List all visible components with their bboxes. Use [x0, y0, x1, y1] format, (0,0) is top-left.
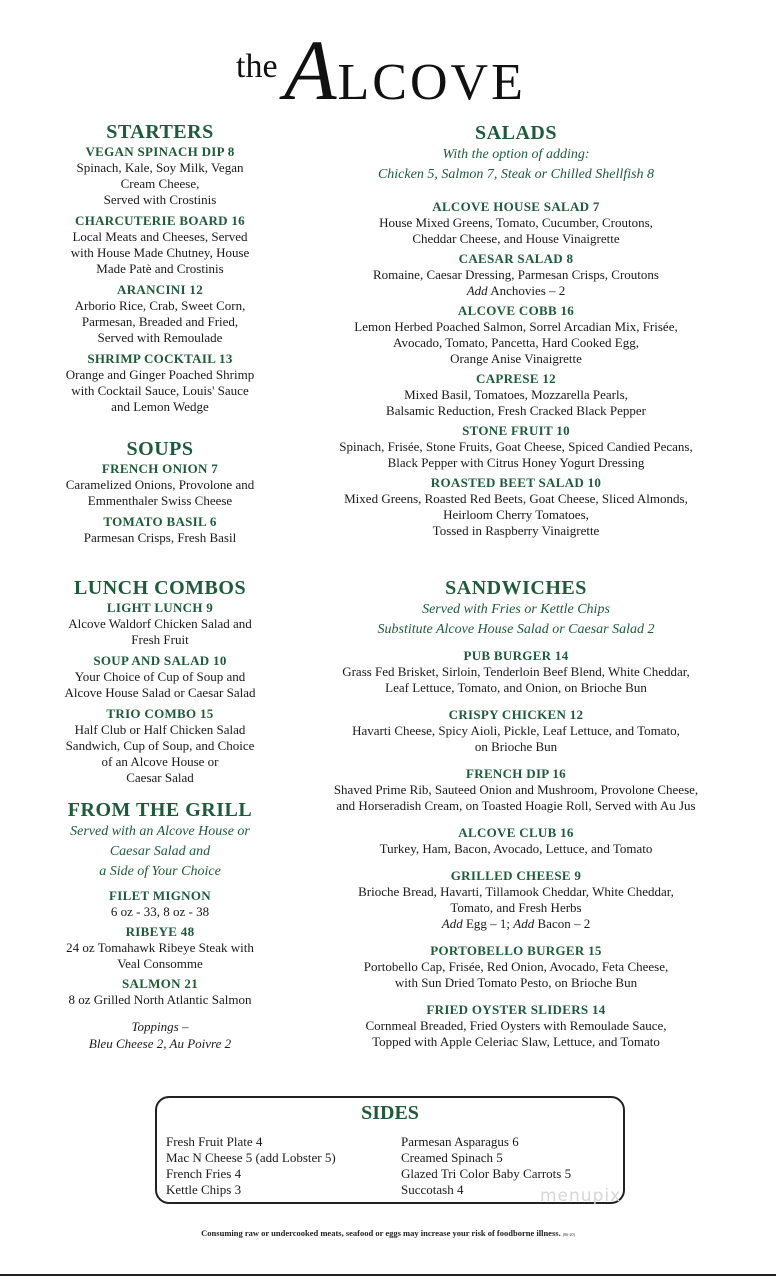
menu-item: [20, 282, 300, 346]
starters-section: [20, 120, 300, 415]
item-description: Lemon Herbed Poached Salmon, Sorrel Arcadian Mix, Frisée,: [354, 319, 678, 334]
section-subtitle: [296, 145, 736, 185]
menu-item: [296, 303, 736, 367]
item-description: Caesar Salad: [126, 770, 194, 785]
item-description: 6 oz - 33, 8 oz - 38: [110, 904, 210, 919]
side-item: Succotash 4: [401, 1182, 464, 1197]
subtitle-line: Served with Fries or Kettle Chips: [422, 602, 610, 617]
menu-item: [296, 707, 736, 755]
item-name: FRENCH ONION 7: [101, 461, 219, 476]
item-description: Shaved Prime Rib, Sauteed Onion and Mushroom, Provolone Cheese,: [333, 782, 699, 797]
item-description: Grass Fed Brisket, Sirloin, Tenderloin Beef Blend, White Cheddar,: [342, 664, 690, 679]
side-item: Parmesan Asparagus 6: [401, 1134, 519, 1149]
menu-item: [296, 648, 736, 696]
section-title: FROM THE GRILL: [67, 799, 253, 821]
item-name: ROASTED BEET SALAD 10: [430, 475, 602, 490]
item-description: of an Alcove House or: [101, 754, 219, 769]
add-text: Egg – 1;: [462, 916, 514, 931]
side-item: Glazed Tri Color Baby Carrots 5: [401, 1166, 572, 1181]
menu-item: [296, 251, 736, 299]
section-title: LUNCH COMBOS: [73, 577, 247, 599]
menu-item: [20, 976, 300, 1008]
item-description: and Horseradish Cream, on Toasted Hoagie Roll, Served with Au Jus: [336, 798, 696, 813]
item-description: Served with Remoulade: [97, 330, 223, 345]
item-description: Havarti Cheese, Spicy Aioli, Pickle, Leaf Lettuce, and Tomato,: [352, 723, 680, 738]
item-name: PORTOBELLO BURGER 15: [430, 943, 602, 958]
item-description: Mixed Greens, Roasted Red Beets, Goat Cheese, Sliced Almonds,: [344, 491, 688, 506]
item-description: Orange Anise Vinaigrette: [450, 351, 582, 366]
menu-item: [296, 199, 736, 247]
menu-item: [296, 1002, 736, 1050]
sides-title: SIDES: [361, 1102, 419, 1124]
item-description: Emmenthaler Swiss Cheese: [87, 493, 233, 508]
item-description: Parmesan, Breaded and Fried,: [81, 314, 239, 329]
section-title: STARTERS: [106, 121, 214, 143]
starters-items: [20, 144, 300, 415]
grill-items: [20, 888, 300, 1008]
item-description: Served with Crostinis: [103, 192, 217, 207]
subtitle-line: Served with an Alcove House or: [70, 824, 250, 839]
item-description: Local Meats and Cheeses, Served: [72, 229, 248, 244]
warning-text: Consuming raw or undercooked meats, seafood or eggs may increase your risk of foodborne illness.: [201, 1228, 561, 1238]
item-name: CAESAR SALAD 8: [458, 251, 574, 266]
item-name: VEGAN SPINACH DIP 8: [85, 144, 235, 159]
item-description: Mixed Basil, Tomatoes, Mozzarella Pearls,: [404, 387, 628, 402]
salads-section: [296, 121, 736, 539]
item-description: Veal Consomme: [117, 956, 203, 971]
side-item: Mac N Cheese 5 (add Lobster 5): [166, 1150, 336, 1165]
item-description: 8 oz Grilled North Atlantic Salmon: [68, 992, 252, 1007]
sandwiches-section: [296, 576, 736, 1050]
item-name: STONE FRUIT 10: [462, 423, 570, 438]
menu-item: [296, 943, 736, 991]
item-name: FRENCH DIP 16: [466, 766, 566, 781]
item-description: Arborio Rice, Crab, Sweet Corn,: [74, 298, 246, 313]
item-name: ALCOVE CLUB 16: [458, 825, 574, 840]
foodborne-warning: [0, 1228, 776, 1238]
menu-item: [296, 475, 736, 539]
item-name: CRISPY CHICKEN 12: [448, 707, 584, 722]
logo-initial: A: [284, 22, 338, 118]
soups-items: [20, 461, 300, 546]
bottom-rule: [0, 1274, 776, 1276]
item-description: Spinach, Frisée, Stone Fruits, Goat Cheese, Spiced Candied Pecans,: [339, 439, 693, 454]
item-description: Brioche Bread, Havarti, Tillamook Cheddar, White Cheddar,: [358, 884, 674, 899]
item-description: House Mixed Greens, Tomato, Cucumber, Croutons,: [379, 215, 653, 230]
item-addon: [296, 916, 736, 932]
restaurant-logo: [0, 18, 776, 118]
watermark: menupix: [540, 1186, 622, 1206]
subtitle-line: Chicken 5, Salmon 7, Steak or Chilled Shellfish 8: [377, 167, 655, 182]
add-label: Add: [513, 916, 535, 931]
item-description: with House Made Chutney, House: [70, 245, 250, 260]
section-title: SOUPS: [126, 438, 194, 460]
item-name: LIGHT LUNCH 9: [106, 600, 214, 615]
item-description: Portobello Cap, Frisée, Red Onion, Avocado, Feta Cheese,: [363, 959, 669, 974]
item-addon: [296, 283, 736, 299]
salads-items: [296, 199, 736, 539]
side-item: Creamed Spinach 5: [401, 1150, 503, 1165]
section-title: SALADS: [475, 122, 557, 144]
menu-item: [296, 766, 736, 814]
menu-item: [20, 461, 300, 509]
item-description: Heirloom Cherry Tomatoes,: [443, 507, 589, 522]
item-name: RIBEYE 48: [125, 924, 195, 939]
soups-section: [20, 437, 300, 546]
item-description: with Sun Dried Tomato Pesto, on Brioche Bun: [394, 975, 638, 990]
item-name: SALMON 21: [121, 976, 198, 991]
subtitle-line: a Side of Your Choice: [99, 864, 221, 879]
menu-item: [20, 213, 300, 277]
logo-the: the: [236, 48, 278, 85]
toppings-note: [20, 1018, 300, 1052]
menu-item: [20, 924, 300, 972]
menu-item: [296, 868, 736, 932]
add-label: Add: [466, 283, 488, 298]
item-name: CHARCUTERIE BOARD 16: [75, 213, 245, 228]
subtitle-line: Caesar Salad and: [109, 844, 211, 859]
lunch-items: [20, 600, 300, 786]
logo-name: [284, 22, 526, 118]
menu-item: [20, 706, 300, 786]
item-description: Topped with Apple Celeriac Slaw, Lettuce, and Tomato: [372, 1034, 660, 1049]
warning-code: (06-20): [562, 1232, 575, 1237]
item-description: Orange and Ginger Poached Shrimp: [65, 367, 255, 382]
grill-section: [20, 798, 300, 1052]
item-description: Romaine, Caesar Dressing, Parmesan Crisps, Croutons: [373, 267, 659, 282]
menu-item: [20, 600, 300, 648]
logo-rest: LCOVE: [337, 54, 526, 111]
item-description: Tomato, and Fresh Herbs: [450, 900, 582, 915]
item-description: on Brioche Bun: [474, 739, 558, 754]
item-description: Your Choice of Cup of Soup and: [74, 669, 246, 684]
item-name: CAPRESE 12: [476, 371, 556, 386]
item-description: Leaf Lettuce, Tomato, and Onion, on Brioche Bun: [385, 680, 647, 695]
item-description: Cheddar Cheese, and House Vinaigrette: [412, 231, 620, 246]
add-text: Bacon – 2: [534, 916, 591, 931]
sides-left-column: [166, 1134, 336, 1198]
item-description: Half Club or Half Chicken Salad: [74, 722, 246, 737]
item-name: SOUP AND SALAD 10: [93, 653, 227, 668]
menu-item: [296, 371, 736, 419]
item-name: FRIED OYSTER SLIDERS 14: [426, 1002, 606, 1017]
item-description: Alcove Waldorf Chicken Salad and: [68, 616, 252, 631]
item-description: Caramelized Onions, Provolone and: [65, 477, 255, 492]
side-item: Fresh Fruit Plate 4: [166, 1134, 263, 1149]
menu-item: [20, 351, 300, 415]
menu-item: [20, 144, 300, 208]
item-name: TRIO COMBO 15: [106, 706, 214, 721]
item-name: SHRIMP COCKTAIL 13: [87, 351, 233, 366]
item-name: FILET MIGNON: [109, 888, 211, 903]
item-description: Cream Cheese,: [120, 176, 200, 191]
menu-item: [20, 888, 300, 920]
lunch-combos-section: [20, 576, 300, 786]
item-description: Balsamic Reduction, Fresh Cracked Black Pepper: [386, 403, 646, 418]
item-description: with Cocktail Sauce, Louis' Sauce: [71, 383, 249, 398]
add-label: Add: [441, 916, 463, 931]
item-description: Spinach, Kale, Soy Milk, Vegan: [76, 160, 244, 175]
item-description: Cornmeal Breaded, Fried Oysters with Remoulade Sauce,: [365, 1018, 667, 1033]
item-description: Black Pepper with Citrus Honey Yogurt Dressing: [387, 455, 645, 470]
item-name: PUB BURGER 14: [463, 648, 569, 663]
section-title: SANDWICHES: [445, 577, 587, 599]
add-text: Anchovies – 2: [487, 283, 566, 298]
toppings-line: Bleu Cheese 2, Au Poivre 2: [88, 1036, 232, 1051]
item-description: and Lemon Wedge: [111, 399, 209, 414]
item-description: Sandwich, Cup of Soup, and Choice: [65, 738, 255, 753]
item-description: Alcove House Salad or Caesar Salad: [64, 685, 256, 700]
sandwiches-items: [296, 648, 736, 1050]
item-description: Tossed in Raspberry Vinaigrette: [432, 523, 600, 538]
section-subtitle: [20, 822, 300, 882]
side-item: Kettle Chips 3: [166, 1182, 242, 1197]
item-name: ALCOVE COBB 16: [457, 303, 575, 318]
item-name: ALCOVE HOUSE SALAD 7: [432, 199, 600, 214]
menu-item: [296, 423, 736, 471]
item-description: Fresh Fruit: [131, 632, 189, 647]
item-name: GRILLED CHEESE 9: [450, 868, 582, 883]
menu-item: [20, 514, 300, 546]
menu-item: [20, 653, 300, 701]
side-item: French Fries 4: [166, 1166, 242, 1181]
item-description: Made Patè and Crostinis: [96, 261, 224, 276]
section-subtitle: [296, 600, 736, 640]
item-description: Parmesan Crisps, Fresh Basil: [83, 530, 237, 545]
subtitle-line: Substitute Alcove House Salad or Caesar Salad 2: [377, 622, 655, 637]
item-description: Avocado, Tomato, Pancetta, Hard Cooked Egg,: [393, 335, 639, 350]
toppings-line: Toppings –: [131, 1019, 189, 1034]
subtitle-line: With the option of adding:: [442, 147, 590, 162]
item-description: Turkey, Ham, Bacon, Avocado, Lettuce, and Tomato: [379, 841, 653, 856]
menu-item: [296, 825, 736, 857]
item-description: 24 oz Tomahawk Ribeye Steak with: [66, 940, 254, 955]
item-name: ARANCINI 12: [117, 282, 203, 297]
item-name: TOMATO BASIL 6: [103, 514, 217, 529]
